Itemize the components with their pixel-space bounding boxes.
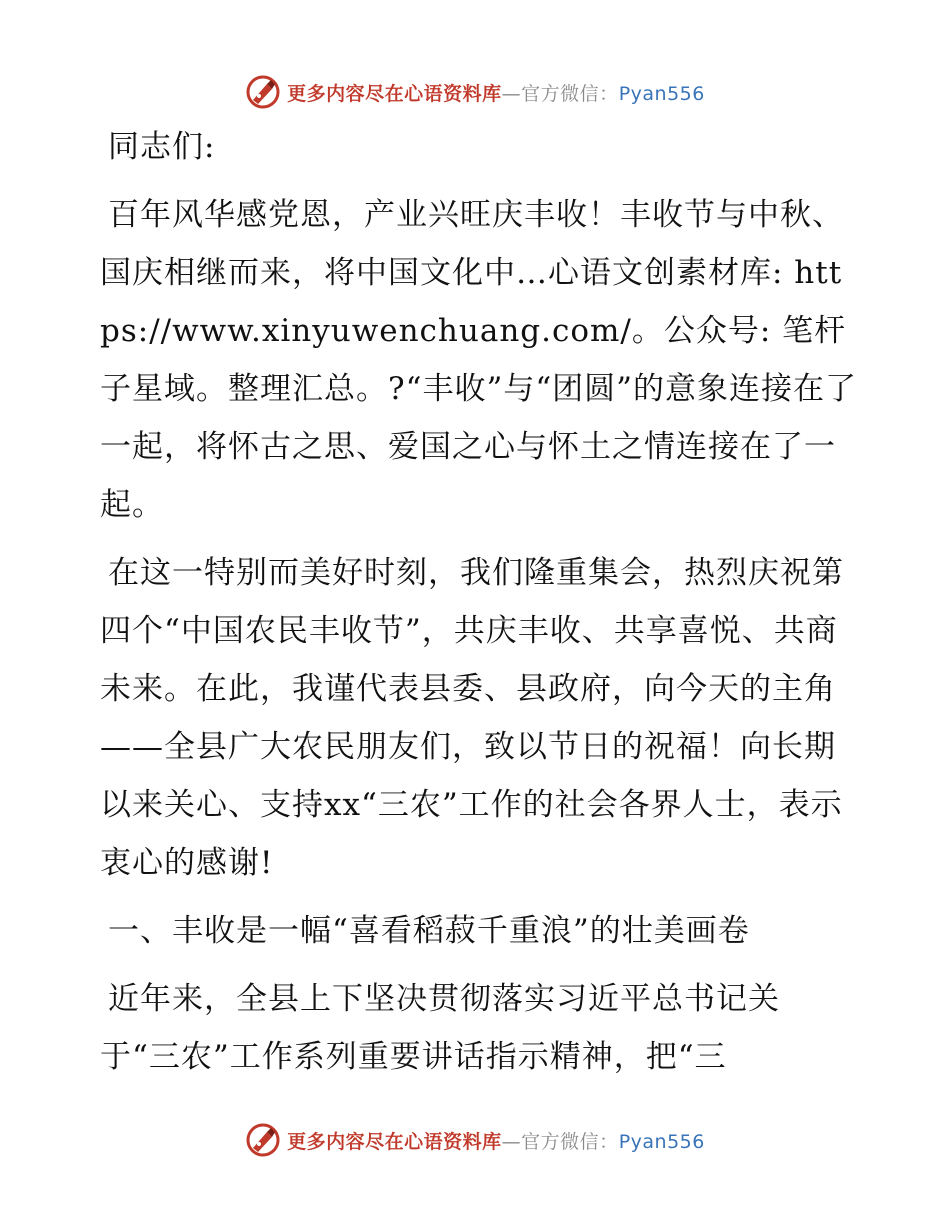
banner-text <box>287 1127 705 1154</box>
footer-banner <box>0 1120 950 1160</box>
banner-brand: 更多内容尽在心语资料库 <box>287 82 502 105</box>
section-heading: 一、丰收是一幅“喜看稻菽千重浪”的壮美画卷 <box>108 913 750 949</box>
paragraph-2: 在这一特别而美好时刻，我们隆重集会，热烈庆祝第四个“中国农民丰收节”，共庆丰收、共享喜悦、共商未来。在此，我谨代表县委、县政府，向今天的主角——全县广大农民朋友们，致以节日的祝福！向长期以来关心、支持xx“三农”工作的社会各界人士，表示衷心的感谢! <box>100 555 844 881</box>
banner-brand: 更多内容尽在心语资料库 <box>287 1130 502 1153</box>
banner-wechat-id: Pyan556 <box>618 1130 705 1153</box>
paragraph-3: 近年来，全县上下坚决贯彻落实习近平总书记关于“三农”工作系列重要讲话指示精神，把“三 <box>100 981 780 1075</box>
pen-logo-icon <box>245 74 281 110</box>
banner-text <box>287 79 705 106</box>
banner-dash: — <box>501 82 522 105</box>
header-banner <box>0 72 950 112</box>
pen-logo-icon <box>245 1122 281 1158</box>
banner-wechat-id: Pyan556 <box>618 82 705 105</box>
document-body <box>100 118 860 1096</box>
paragraph-1: 百年风华感党恩，产业兴旺庆丰收！丰收节与中秋、国庆相继而来，将中国文化中…心语文创素材库: https://www.xinyuwenchuang.com/。公众号: 笔杆子星域。整理汇总。?“丰收”与“团圆”的意象连接在了一起，将怀古之思、爱国之心与怀土之情连接在了一起。 <box>100 197 858 523</box>
banner-wechat-label: 官方微信： <box>521 82 619 105</box>
greeting: 同志们: <box>108 129 216 165</box>
banner-dash: — <box>501 1130 522 1153</box>
banner-wechat-label: 官方微信： <box>521 1130 619 1153</box>
